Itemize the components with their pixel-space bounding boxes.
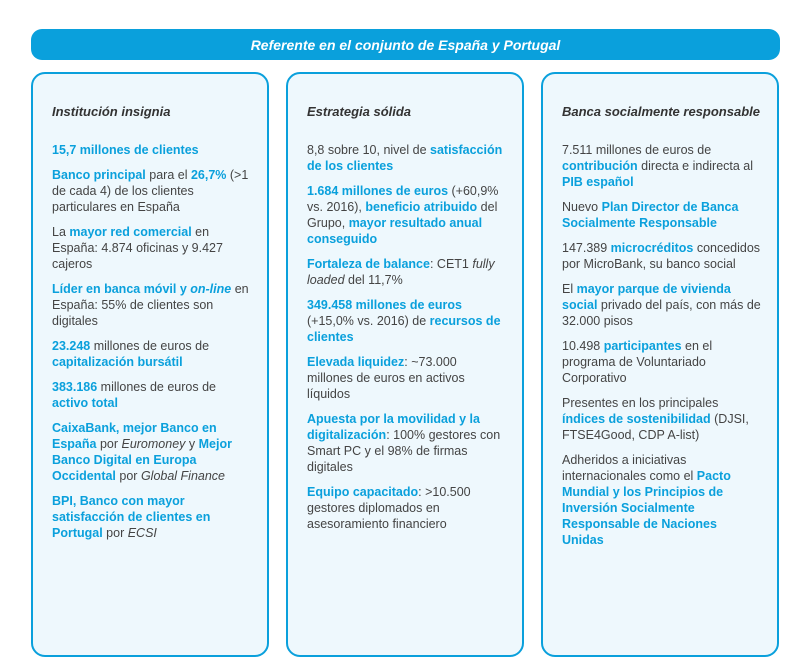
banner: Referente en el conjunto de España y Portugal bbox=[31, 29, 780, 60]
item-text: Plan Director de Banca Socialmente Responsable bbox=[562, 200, 739, 230]
item-text: 15,7 millones de clientes bbox=[52, 143, 199, 157]
item-text: millones de euros de bbox=[90, 339, 210, 353]
list-item bbox=[562, 199, 761, 231]
item-text: on-line bbox=[190, 282, 232, 296]
item-text: en España: 4.874 oficinas y 9.427 cajeros bbox=[52, 225, 223, 271]
item-text: Banco principal bbox=[52, 168, 146, 182]
item-text: fully loaded bbox=[307, 257, 495, 287]
item-text: por bbox=[115, 469, 141, 483]
item-text: Apuesta por la movilidad y la digitalización bbox=[307, 412, 480, 442]
panel-items bbox=[307, 142, 506, 532]
item-text: 7.511 millones de euros de bbox=[562, 143, 712, 157]
item-text: para el bbox=[145, 168, 191, 182]
item-text: Fortaleza de balance bbox=[307, 257, 430, 271]
item-text: privado del país, con más de 32.000 pisos bbox=[562, 298, 761, 328]
list-item bbox=[52, 142, 251, 158]
item-text: contribución bbox=[562, 159, 638, 173]
list-item bbox=[307, 297, 506, 345]
item-text: activo total bbox=[52, 396, 118, 410]
item-text: mayor red comercial bbox=[69, 225, 192, 239]
item-text: índices de sostenibilidad bbox=[562, 412, 711, 426]
list-item bbox=[307, 142, 506, 174]
item-text: por bbox=[96, 437, 122, 451]
list-item bbox=[52, 338, 251, 370]
item-text: Pacto Mundial y los Principios de Inversión Socialmente Responsable de Naciones Unidas bbox=[562, 469, 731, 547]
list-item bbox=[307, 256, 506, 288]
item-text: Equipo capacitado bbox=[307, 485, 419, 499]
list-item bbox=[562, 240, 761, 272]
item-text: por bbox=[102, 526, 128, 540]
panel-institucion bbox=[31, 72, 269, 657]
item-text: Global Finance bbox=[140, 469, 226, 483]
list-item bbox=[52, 167, 251, 215]
list-item bbox=[307, 183, 506, 247]
item-text: del Grupo, bbox=[307, 200, 498, 230]
item-text: CaixaBank, mejor Banco en España bbox=[52, 421, 217, 451]
item-text: Adheridos a iniciativas internacionales como el bbox=[562, 453, 697, 483]
item-text: microcréditos bbox=[610, 241, 694, 255]
item-text: Presentes en los principales bbox=[562, 396, 719, 410]
item-text: 147.389 bbox=[562, 241, 611, 255]
list-item bbox=[307, 484, 506, 532]
item-text: Mejor Banco Digital en Europa Occidental bbox=[52, 437, 232, 483]
item-text: 23.248 bbox=[52, 339, 91, 353]
item-text: 349.458 millones de euros bbox=[307, 298, 462, 312]
panel-items bbox=[52, 142, 251, 541]
item-text: Líder en banca móvil y bbox=[52, 282, 191, 296]
item-text: : ~73.000 millones de euros en activos líquidos bbox=[307, 355, 465, 401]
item-text: (+60,9% vs. 2016), bbox=[307, 184, 499, 214]
list-item bbox=[52, 281, 251, 329]
list-item bbox=[52, 493, 251, 541]
item-text: : >10.500 gestores diplomados en asesoramiento financiero bbox=[307, 485, 471, 531]
item-text: millones de euros de bbox=[97, 380, 217, 394]
item-text: directa e indirecta al bbox=[637, 159, 754, 173]
list-item bbox=[562, 142, 761, 190]
item-text: (DJSI, FTSE4Good, CDP A-list) bbox=[562, 412, 749, 442]
item-text: 8,8 sobre 10, nivel de bbox=[307, 143, 430, 157]
item-text: 383.186 bbox=[52, 380, 98, 394]
item-text: BPI, Banco con mayor satisfacción de clientes en Portugal bbox=[52, 494, 211, 540]
item-text: : CET1 bbox=[429, 257, 473, 271]
list-item bbox=[52, 379, 251, 411]
item-text: : 100% gestores con Smart PC y el 98% de firmas digitales bbox=[307, 428, 501, 474]
list-item bbox=[562, 281, 761, 329]
item-text: en España: 55% de clientes son digitales bbox=[52, 282, 249, 328]
list-item bbox=[562, 452, 761, 548]
item-text: 26,7% bbox=[190, 168, 227, 182]
item-text: (+15,0% vs. 2016) de bbox=[307, 314, 430, 328]
item-text: concedidos por MicroBank, su banco social bbox=[562, 241, 761, 271]
item-text: participantes bbox=[603, 339, 682, 353]
item-text: capitalización bursátil bbox=[52, 355, 183, 369]
panel-title: Institución insignia bbox=[52, 104, 171, 119]
list-item bbox=[562, 395, 761, 443]
panel-items bbox=[562, 142, 761, 548]
item-text: Elevada liquidez bbox=[307, 355, 405, 369]
item-text: y bbox=[185, 437, 199, 451]
item-text: recursos de clientes bbox=[307, 314, 501, 344]
list-item bbox=[52, 420, 251, 484]
list-item bbox=[562, 338, 761, 386]
item-text: El bbox=[562, 282, 577, 296]
item-text: mayor parque de vivienda social bbox=[562, 282, 731, 312]
item-text: mayor resultado anual conseguido bbox=[307, 216, 483, 246]
panel-title: Banca socialmente responsable bbox=[562, 104, 760, 119]
item-text: 1.684 millones de euros bbox=[307, 184, 449, 198]
panel-banca-responsable bbox=[541, 72, 779, 657]
item-text: satisfacción de los clientes bbox=[307, 143, 503, 173]
item-text: (>1 de cada 4) de los clientes particulares en España bbox=[52, 168, 249, 214]
list-item bbox=[307, 411, 506, 475]
item-text: del 11,7% bbox=[344, 273, 403, 287]
item-text: La bbox=[52, 225, 70, 239]
item-text: Nuevo bbox=[562, 200, 602, 214]
item-text: beneficio atribuido bbox=[365, 200, 478, 214]
list-item bbox=[307, 354, 506, 402]
list-item bbox=[52, 224, 251, 272]
panel-title: Estrategia sólida bbox=[307, 104, 412, 119]
item-text: ECSI bbox=[127, 526, 157, 540]
panel-estrategia bbox=[286, 72, 524, 657]
item-text: en el programa de Voluntariado Corporativo bbox=[562, 339, 713, 385]
item-text: PIB español bbox=[562, 175, 634, 189]
item-text: 10.498 bbox=[562, 339, 604, 353]
item-text: Euromoney bbox=[121, 437, 186, 451]
